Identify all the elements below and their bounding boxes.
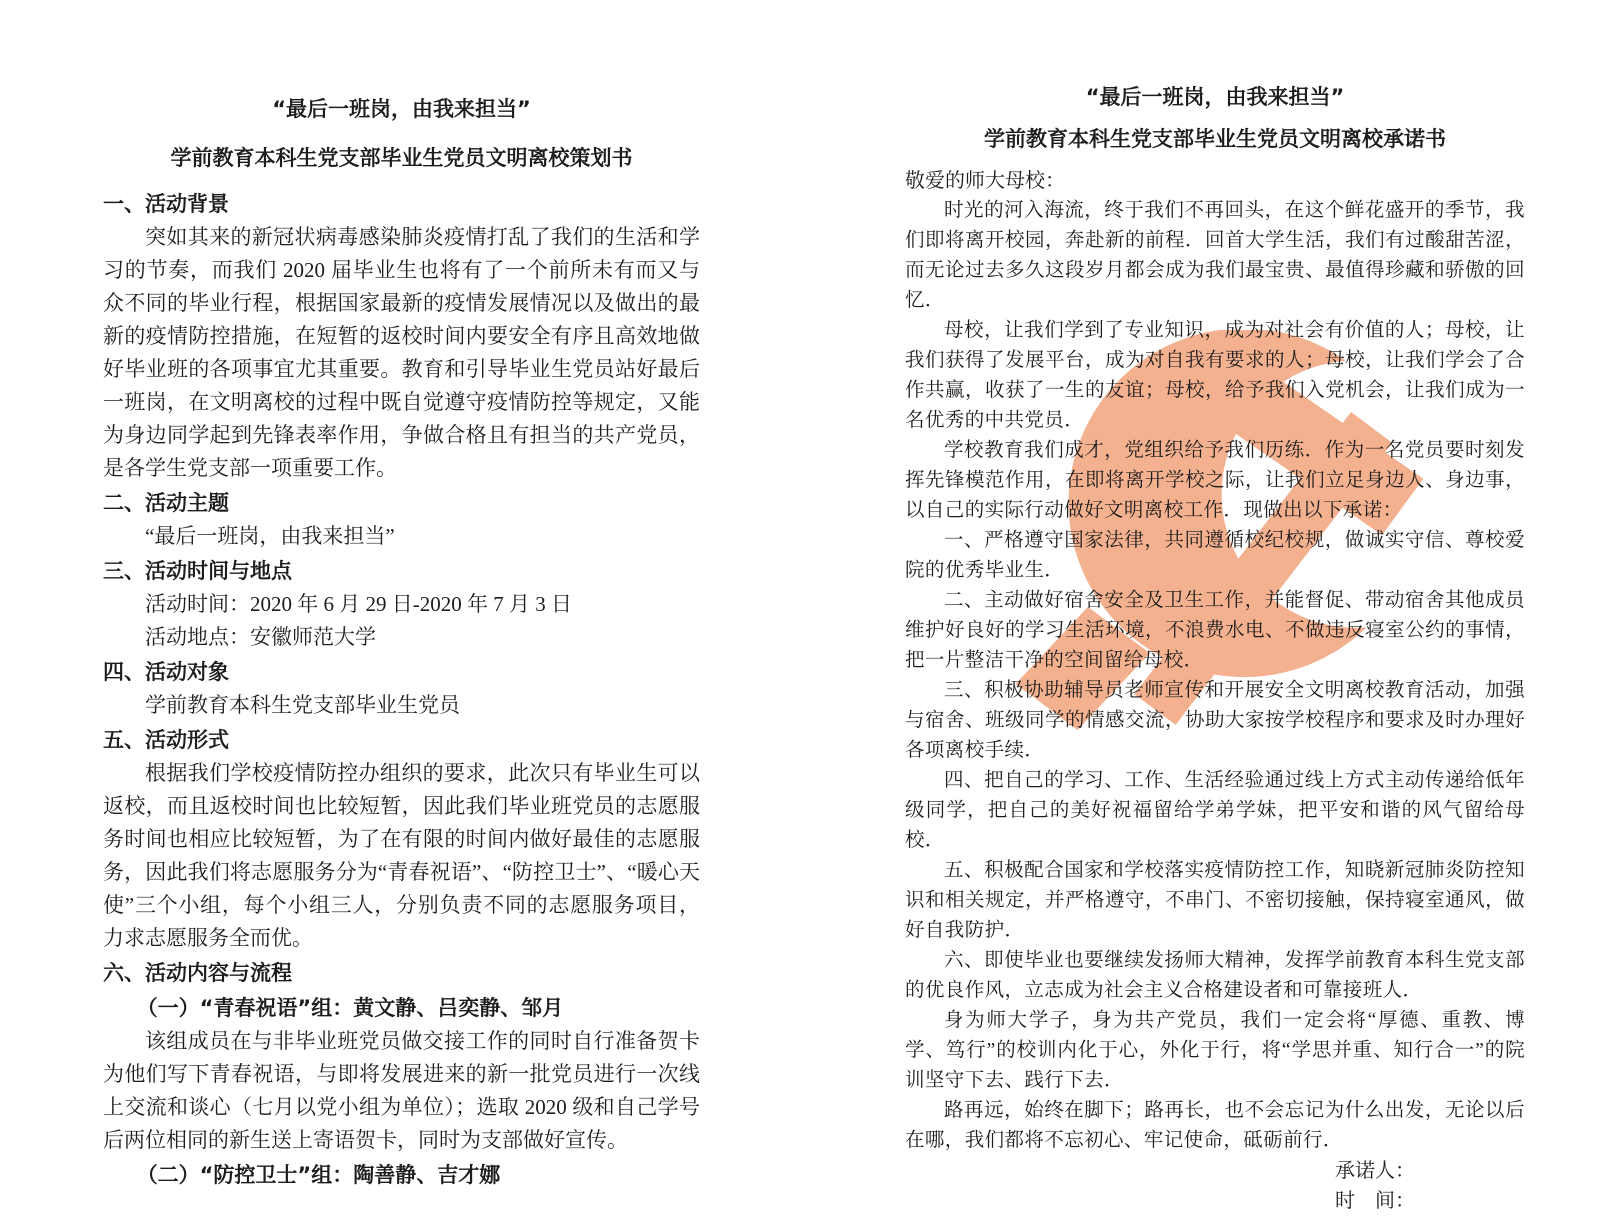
section-heading: 六、活动内容与流程 <box>103 961 292 985</box>
page-title-theme: “最后一班岗，由我来担当” <box>1085 85 1345 109</box>
left-page-body <box>103 188 700 1192</box>
section-heading: 一、活动背景 <box>103 192 229 216</box>
page-title-main: 学前教育本科生党支部毕业生党员文明离校承诺书 <box>984 127 1446 151</box>
right-page-paragraphs <box>905 196 1525 1156</box>
salutation: 敬爱的师大母校： <box>905 170 1065 192</box>
subsection-heading: （二）“防控卫士”组：陶善静、吉才娜 <box>136 1163 501 1187</box>
paragraph: 突如其来的新冠状病毒感染肺炎疫情打乱了我们的生活和学习的节奏，而我们 2020 届毕业生也将有了一个前所未有而又与众不同的毕业行程，根据国家最新的疫情发展情况以及做出的最新的疫情防控措施，在短暂的返校时间内要安全有序且高效地做好毕业班的各项事宜尤其重要。教育和引导毕业生党员站好最后一班岗，在文明离校的过程中既自觉遵守疫情防控等规定，又能为身边同学起到先锋表率作用，争做合格且有担当的共产党员，是各学生党支部一项重要工作。 <box>103 225 700 480</box>
planning-document-page <box>103 0 700 1192</box>
paragraph: 一、严格遵守国家法律，共同遵循校纪校规，做诚实守信、尊校爱院的优秀毕业生． <box>905 530 1525 581</box>
date-label: 时 间： <box>1335 1190 1415 1212</box>
subsection-heading: （一）“青春祝语”组：黄文静、吕奕静、邹月 <box>136 996 564 1020</box>
paragraph: 六、即使毕业也要继续发扬师大精神，发挥学前教育本科生党支部的优良作风，立志成为社会主义合格建设者和可靠接班人． <box>905 950 1525 1001</box>
paragraph: 活动地点：安徽师范大学 <box>145 625 376 649</box>
paragraph: 三、积极协助辅导员老师宣传和开展安全文明离校教育活动，加强与宿舍、班级同学的情感交流，协助大家按学校程序和要求及时办理好各项离校手续． <box>905 680 1525 761</box>
signature-block <box>905 1156 1525 1216</box>
paragraph: 四、把自己的学习、工作、生活经验通过线上方式主动传递给低年级同学，把自己的美好祝福留给学弟学妹，把平安和谐的风气留给母校． <box>905 770 1525 851</box>
paragraph: 母校，让我们学到了专业知识，成为对社会有价值的人；母校，让我们获得了发展平台，成为对自我有要求的人；母校，让我们学会了合作共赢，收获了一生的友谊；母校，给予我们入党机会，让我们成为一名优秀的中共党员． <box>905 320 1525 431</box>
page-title-theme: “最后一班岗，由我来担当” <box>272 97 531 121</box>
paragraph: 该组成员在与非毕业班党员做交接工作的同时自行准备贺卡为他们写下青春祝语，与即将发展进来的新一批党员进行一次线上交流和谈心（七月以党小组为单位）；选取 2020 级和自己学号后两位相同的新生送上寄语贺卡，同时为支部做好宣传。 <box>103 1029 700 1152</box>
paragraph: 身为师大学子，身为共产党员，我们一定会将“厚德、重教、博学、笃行”的校训内化于心，外化于行，将“学思并重、知行合一”的院训坚守下去、践行下去． <box>905 1010 1525 1091</box>
paragraph: “最后一班岗，由我来担当” <box>145 524 395 548</box>
paragraph: 根据我们学校疫情防控办组织的要求，此次只有毕业生可以返校，而且返校时间也比较短暂，因此我们毕业班党员的志愿服务时间也相应比较短暂，为了在有限的时间内做好最佳的志愿服务，因此我们将志愿服务分为“青春祝语”、“防控卫士”、“暖心天使”三个小组，每个小组三人，分别负责不同的志愿服务项目，力求志愿服务全而优。 <box>103 761 700 950</box>
commitment-letter-page <box>905 0 1525 1216</box>
paragraph: 时光的河入海流，终于我们不再回头，在这个鲜花盛开的季节，我们即将离开校园，奔赴新的前程．回首大学生活，我们有过酸甜苦涩，而无论过去多久这段岁月都会成为我们最宝贵、最值得珍藏和骄傲的回忆． <box>905 200 1525 311</box>
paragraph: 活动时间：2020 年 6 月 29 日-2020 年 7 月 3 日 <box>145 592 572 616</box>
section-heading: 五、活动形式 <box>103 728 229 752</box>
paragraph: 路再远，始终在脚下；路再长，也不会忘记为什么出发，无论以后在哪，我们都将不忘初心、牢记使命，砥砺前行． <box>905 1100 1525 1151</box>
paragraph: 二、主动做好宿舍安全及卫生工作，并能督促、带动宿舍其他成员维护好良好的学习生活环境，不浪费水电、不做违反寝室公约的事情，把一片整洁干净的空间留给母校． <box>905 590 1525 671</box>
paragraph: 五、积极配合国家和学校落实疫情防控工作，知晓新冠肺炎防控知识和相关规定，并严格遵守，不串门、不密切接触，保持寝室通风，做好自我防护． <box>905 860 1525 941</box>
section-heading: 三、活动时间与地点 <box>103 559 292 583</box>
page-title-main: 学前教育本科生党支部毕业生党员文明离校策划书 <box>170 146 633 170</box>
paragraph: 学校教育我们成才，党组织给予我们历练．作为一名党员要时刻发挥先锋模范作用，在即将离开学校之际，让我们立足身边人、身边事，以自己的实际行动做好文明离校工作．现做出以下承诺： <box>905 440 1525 521</box>
paragraph: 学前教育本科生党支部毕业生党员 <box>145 693 460 717</box>
section-heading: 四、活动对象 <box>103 660 229 684</box>
section-heading: 二、活动主题 <box>103 491 229 515</box>
signer-label: 承诺人： <box>1335 1160 1415 1182</box>
